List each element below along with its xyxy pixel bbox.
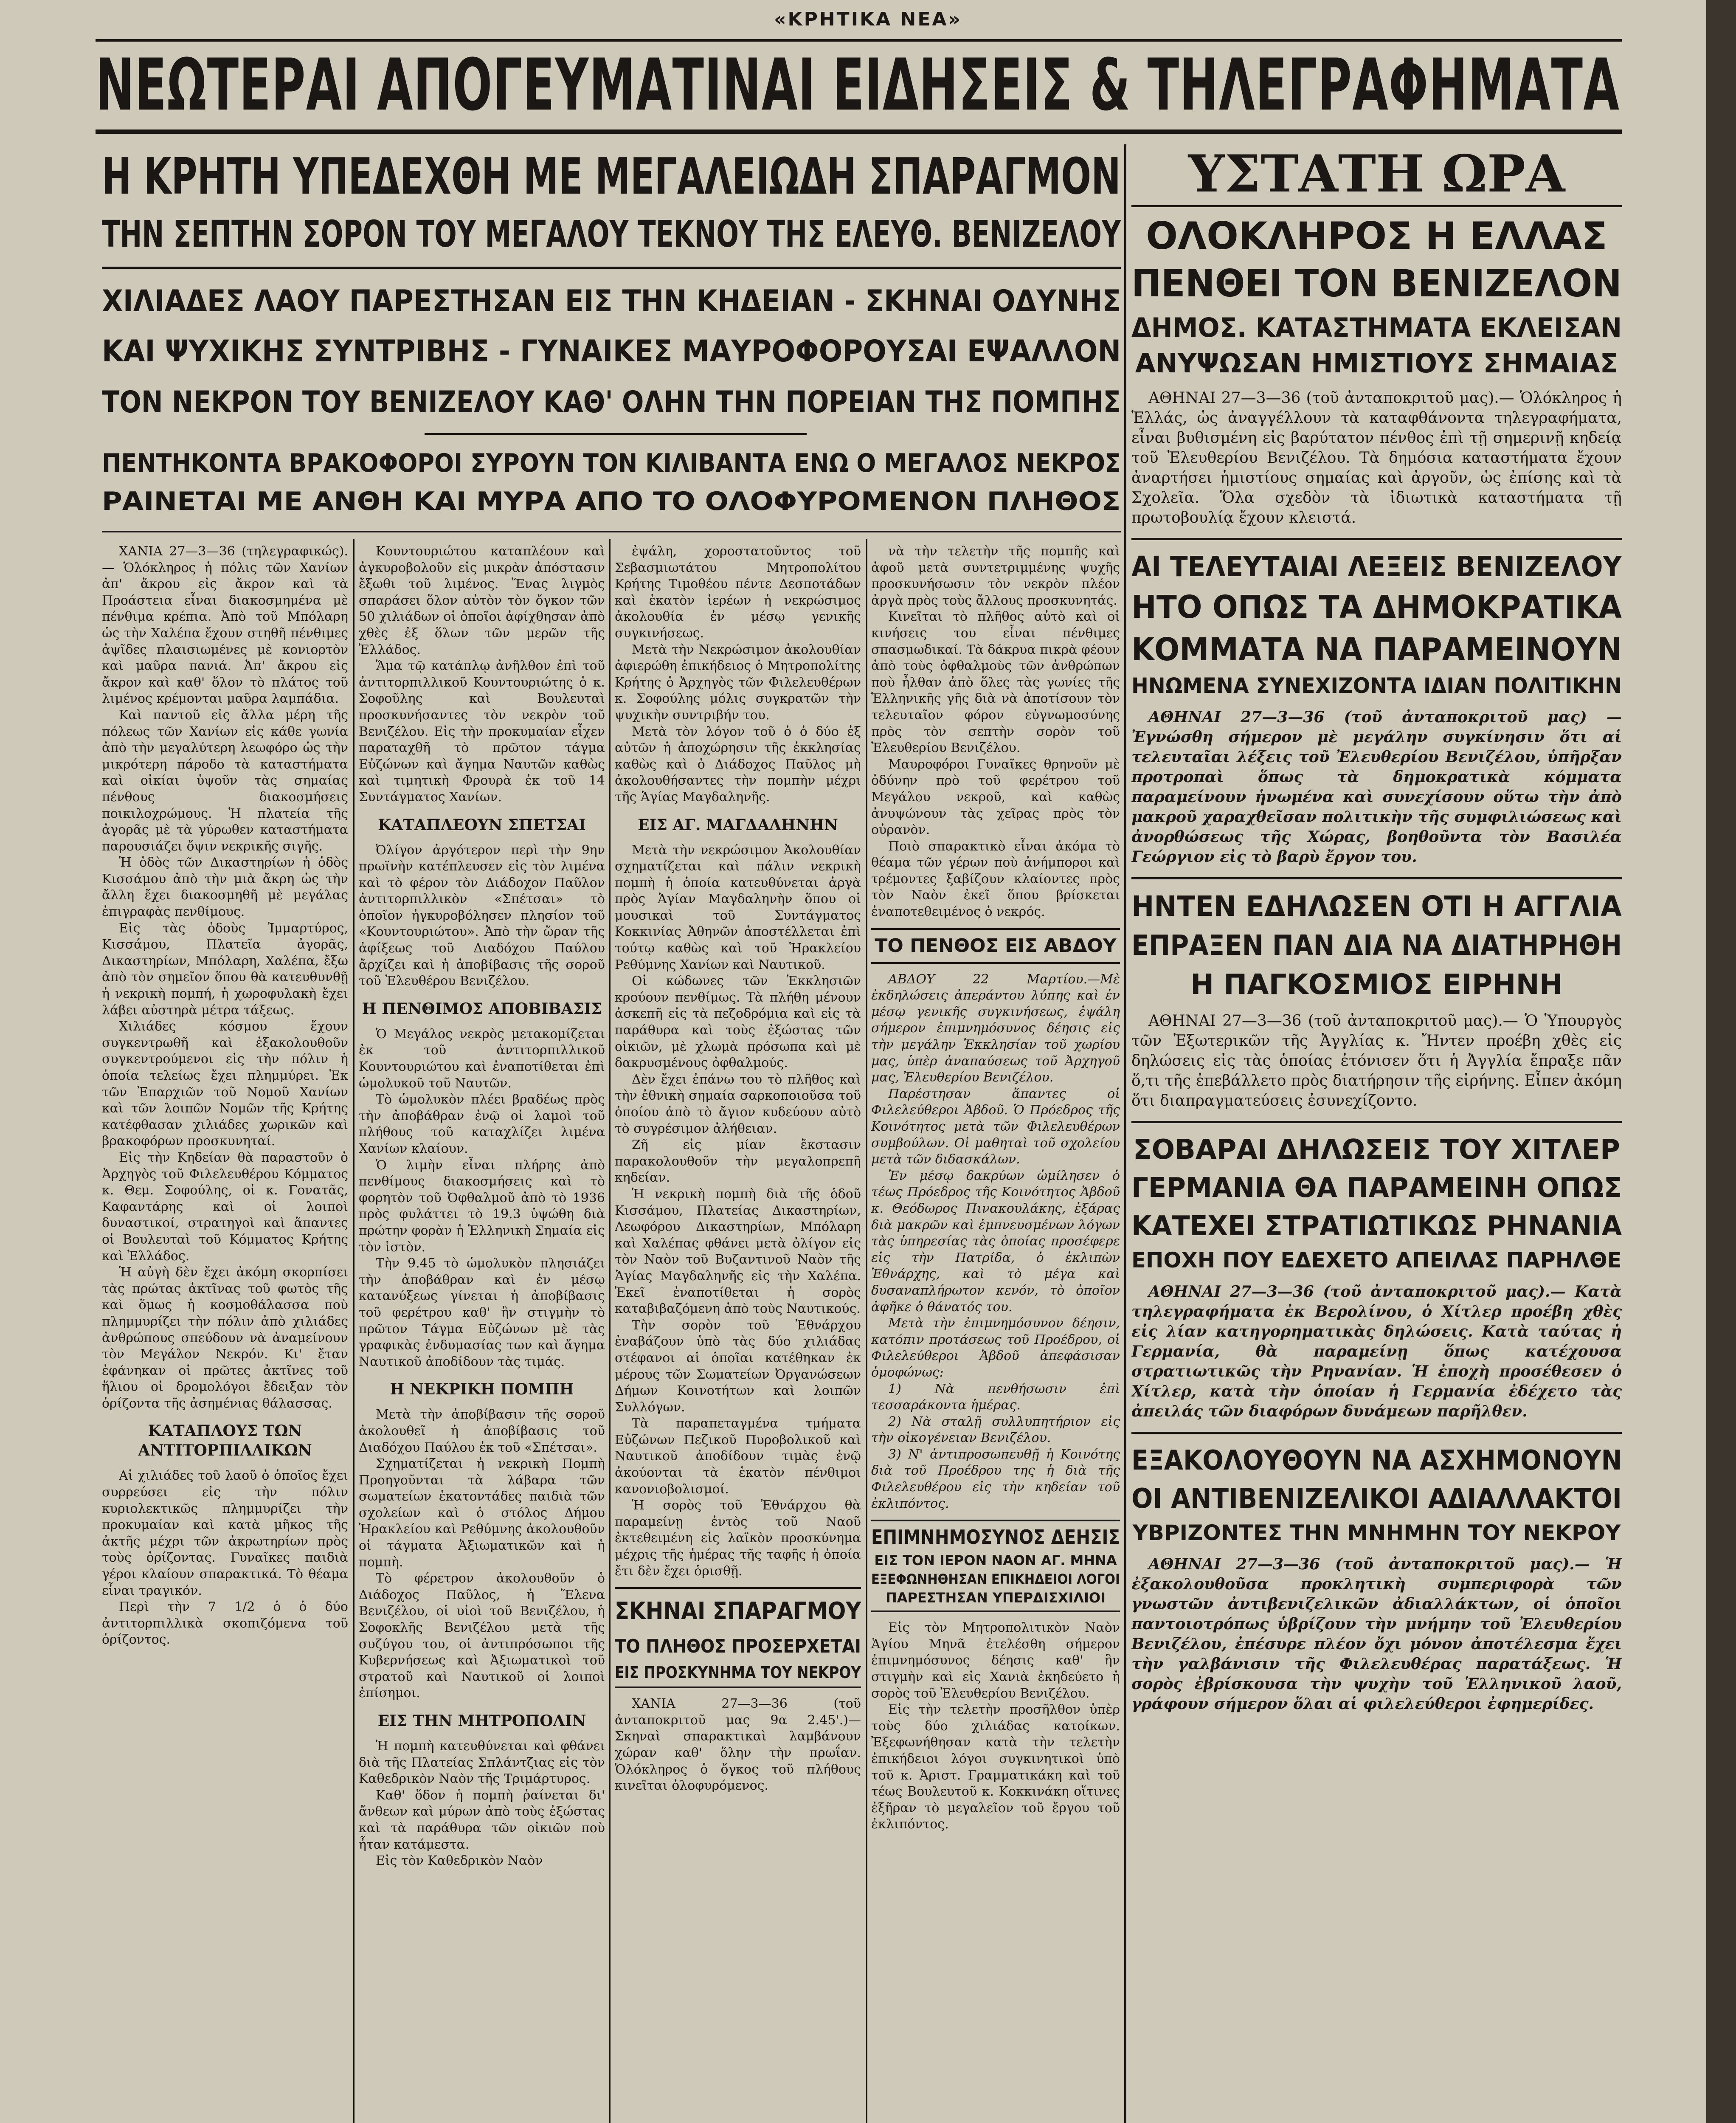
col5-headline: ΚΑΤΕΧΕΙ ΣΤΡΑΤΙΩΤΙΚΩΣ ΡΗΝΑΝΙΑ bbox=[1131, 1211, 1622, 1242]
col1-paragraph: Περὶ τὴν 7 1/2 ὁ ὁ δύο ἀντιτορπιλλικὰ σκοπιζόμενα τοῦ ὁρίζοντος. bbox=[102, 1599, 348, 1647]
lead-rule-3 bbox=[102, 531, 1121, 532]
late-news-heading: ΥΣΤΑΤΗ ΩΡΑ bbox=[1188, 146, 1565, 204]
lead-rule-1 bbox=[102, 267, 1121, 269]
col4-paragraph: νὰ τὴν τελετὴν τῆς πομπῆς καὶ ἀφοῦ μετὰ συντετριμμένης ψυχῆς προσκυνήσωσιν τὸν νεκρὸν πλέον ἀργὰ πρὸς τοὺς ἄλλους προσκυνητάς. bbox=[871, 544, 1120, 608]
lead-headline-4: ΚΑΙ ΨΥΧΙΚΗΣ ΣΥΝΤΡΙΒΗΣ - ΓΥΝΑΙΚΕΣ ΜΑΥΡΟΦΟΡΟΥΣΑΙ ΕΨΑΛΛΟΝ bbox=[102, 334, 1121, 369]
col5-headline: ΠΕΝΘΕΙ ΤΟΝ ΒΕΝΙΖΕΛΟΝ bbox=[1131, 262, 1622, 305]
col5-headline: ΕΠΡΑΞΕΝ ΠΑΝ ΔΙΑ ΝΑ ΔΙΑΤΗΡΗΘΗ bbox=[1131, 929, 1622, 962]
col2-paragraph: Ὁ λιμὴν εἶναι πλήρης ἀπὸ πενθίμους διακοσμήσεις καὶ τὸ φορητὸν τοῦ Ὀφθαλμοῦ ἀπὸ τὸ 1936 πρὸς φυλάττει τὸ 19.3 ὑψώθη διὰ πρώτην φορὰν ἡ Ἑλληνικὴ Σημαία εἰς τὸν ἱστὸν. bbox=[359, 1157, 605, 1255]
col3-headline: ΤΟ ΠΛΗΘΟΣ ΠΡΟΣΕΡΧΕΤΑΙ bbox=[615, 1636, 861, 1658]
lead-headline-2: ΤΗΝ ΣΕΠΤΗΝ ΣΟΡΟΝ ΤΟΥ ΜΕΓΑΛΟΥ ΤΕΚΝΟΥ ΤΗΣ ΕΛΕΥΘ. ΒΕΝΙΖΕΛΟΥ bbox=[102, 213, 1121, 256]
column-separator-2 bbox=[609, 539, 611, 2123]
col5-headline: ΣΟΒΑΡΑΙ ΔΗΛΩΣΕΙΣ ΤΟΥ ΧΙΤΛΕΡ bbox=[1133, 1134, 1620, 1166]
col4-paragraph: Ποιὸ σπαρακτικὸ εἶναι ἀκόμα τὸ θέαμα τῶν γέρων ποὺ ἀνήμποροι καὶ τρέμοντες ξαβίζουν κλαίοντες πρὸς τὸν Ναὸν ἐκεῖ ὅπου βρίσκεται ἐναποτεθειμένος ὁ νεκρός. bbox=[871, 839, 1120, 920]
col2-subheading: ΚΑΤΑΠΛΕΟΥΝ ΣΠΕΤΣΑΙ bbox=[378, 816, 586, 834]
col2-subheading: Η ΠΕΝΘΙΜΟΣ ΑΠΟΒΙΒΑΣΙΣ bbox=[362, 1000, 602, 1018]
col3-paragraph: ἐψάλη, χοροστατοῦντος τοῦ Σεβασμιωτάτου Μητροπολίτου Κρήτης Τιμοθέου πέντε Δεσποτάδων καὶ ἑκατὸν ἱερέων ἡ νεκρώσιμος ἀκολουθία ἐν μέσῳ γενικῆς συγκινήσεως. bbox=[615, 544, 861, 641]
col1-paragraph: Ἡ ὁδὸς τῶν Δικαστηρίων ἡ ὁδὸς Κισσάμου ἀπὸ τὴν μιὰ ἄκρη ὡς τὴν ἄλλη ἔχει διακοσμηθῆ μὲ μεγάλας ἐπιγραφὰς πενθίμους. bbox=[102, 855, 348, 920]
col3-paragraph: Ζῆ εἰς μίαν ἔκστασιν παρακολουθοῦν τὴν μεγαλοπρεπῆ κηδείαν. bbox=[615, 1138, 861, 1185]
lead-headline-6: ΠΕΝΤΗΚΟΝΤΑ ΒΡΑΚΟΦΟΡΟΙ ΣΥΡΟΥΝ ΤΟΝ ΚΙΛΙΒΑΝΤΑ ΕΝΩ Ο ΜΕΓΑΛΟΣ ΝΕΚΡΟΣ bbox=[102, 448, 1121, 478]
col5-paragraph: ΑΘΗΝΑΙ 27—3—36 (τοῦ ἀνταποκριτοῦ μας).— Κατὰ τηλεγραφήματα ἐκ Βερολίνου, ὁ Χίτλερ προέβη χθὲς εἰς λίαν κατηγορηματικὰς δηλώσεις. Κατὰ ταύτας ἡ Γερμανία, θὰ παραμείνῃ ὅπως κατέχουσα στρατιωτικῶς τὴν Ρηνανίαν. Ἡ ἐποχὴ προσέθεσεν ὁ Χίτλερ, κατὰ τὴν ὁποίαν ἡ Γερμανία ἐδέχετο τὰς ἀπειλάς τῶν διαφόρων δυνάμεων παρῆλθεν. bbox=[1131, 1283, 1622, 1420]
col2-paragraph: Τὴν 9.45 τὸ ὡμολυκὸν πλησιάζει τὴν ἀποβάθραν καὶ ἐν μέσῳ κατανύξεως γίνεται ἡ ἀποβίβασις τοῦ φερέτρου καθ' ἣν στιγμὴν τὸ πρῶτον Τάγμα Εὐζώνων μὲ τὰς γραφικὰς ἐνδυμασίας των καὶ ἄγημα Ναυτικοῦ ἀποδίδουν τὰς τιμάς. bbox=[359, 1256, 605, 1369]
col2-subheading: Η ΝΕΚΡΙΚΗ ΠΟΜΠΗ bbox=[390, 1380, 574, 1399]
col4-paragraph: Παρέστησαν ἅπαντες οἱ Φιλελεύθεροι Ἀβδοῦ. Ὁ Πρόεδρος τῆς Κοινότητος μετὰ τῶν Φιλελευθέρων συμβούλων. Οἱ μαθηταὶ τοῦ σχολείου μετὰ τῶν διδασκάλων. bbox=[871, 1086, 1120, 1167]
col1-paragraph: Καὶ παντοῦ εἰς ἄλλα μέρη τῆς πόλεως τῶν Χανίων εἰς κάθε γωνία ἀπὸ τὴν μεγαλύτερη λεωφόρο ὡς τὴν μικρότερη πάροδο τὰ καταστήματα καὶ οἰκίαι ὑψοῦν τὰς σημαίας πένθους διακοσμήσεις ποικιλοχρώμους. Ἡ πλατεία τῆς ἀγορᾶς μὲ τὰ γύρωθεν καταστήματα παρουσιάζει ὄψιν νεκρικῆς σιγῆς. bbox=[102, 707, 348, 854]
col5-paragraph: ΑΘΗΝΑΙ 27—3—36 (τοῦ ἀνταποκριτοῦ μας) — Ἐγνώσθη σήμερον μὲ μεγάλην συγκίνησιν ὅτι αἱ τελευταῖαι λέξεις τοῦ Ἐλευθερίου Βενιζέλου, ὑπῆρξαν προτροπαὶ ὅπως τὰ δημοκρατικὰ κόμματα παραμείνουν ἡνωμένα καὶ συνεχίσουν οὕτω τὴν ἀπὸ μακροῦ χαραχθεῖσαν πολιτικὴν τῆς συμφιλιώσεως καὶ ἀνορθώσεως τῆς Χώρας, βοηθοῦντα τὸν Βασιλέα Γεώργιον εἰς τὸ βαρὺ ἔργον του. bbox=[1131, 708, 1622, 866]
column-3 bbox=[615, 543, 861, 2123]
column-separator-3 bbox=[866, 539, 867, 2123]
column-separator-main bbox=[1124, 144, 1126, 2123]
col2-paragraph: Ὀλίγον ἀργότερον περὶ τὴν 9ην πρωϊνὴν κατέπλευσεν εἰς τὸν λιμένα καὶ τὸ φέρον τὸν Διάδοχον Παῦλον ἀντιτορπιλλικὸν «Σπέτσαι» τὸ ὁποῖον ἠγκυροβόλησεν πλησίον τοῦ «Κουντουριώτου». Ἀπὸ τὴν ὥραν τῆς ἀφίξεως τοῦ Διαδόχου Παύλου ἄρχίζει καὶ ἡ ἀποβίβασις τῆς σοροῦ τοῦ Ἐλευθέρου Βενιζέλου. bbox=[359, 842, 605, 989]
col5-paragraph: ΑΘΗΝΑΙ 27—3—36 (τοῦ ἀνταποκριτοῦ μας).— Ὁ Ὑπουργὸς τῶν Ἐξωτερικῶν τῆς Ἀγγλίας κ. Ἤντεν προέβη χθὲς εἰς δηλώσεις εἰς τὰς ὁποίας ἐτόνισεν ὅτι ἡ Ἀγγλία ἔπραξε πᾶν ὅ,τι τῆς ἐπεβάλλετο πρὸς διατήρησιν τῆς εἰρήνης. Εἶπεν ἀκόμη ὅτι διαπραγματεύσεις ἐσυνεχίζοντο. bbox=[1131, 1012, 1622, 1109]
col3-paragraph: Μετὰ τὴν νεκρώσιμον Ἀκολουθίαν σχηματίζεται καὶ πάλιν νεκρικὴ πομπὴ ἡ ὁποία κατευθύνεται ἀργὰ πρὸς Ἁγίαν Μαγδαληνὴν ὅπου οἱ μουσικαὶ τοῦ Συντάγματος Κοκκινίας Ἀθηνῶν ἀποστέλλεται ἐπὶ τούτῳ καθὼς καὶ τοῦ Ἡρακλείου Ρεθύμνης Χανίων καὶ Ναυτικοῦ. bbox=[615, 842, 861, 972]
col4-paragraph: Μαυροφόροι Γυναῖκες θρηνοῦν μὲ ὀδύνην πρὸ τοῦ φερέτρου τοῦ Μεγάλου νεκροῦ, καὶ καθὼς ἀνυψώνουν τὰς χεῖρας πρὸς τὸν οὐρανὸν. bbox=[871, 757, 1120, 838]
column-separator-1 bbox=[353, 539, 355, 2123]
title-rule bbox=[96, 130, 1622, 134]
col4-paragraph: Εἰς τὴν τελετὴν προσῆλθον ὑπὲρ τοὺς δύο χιλιάδας κατοίκων. Ἐξεφωνήθησαν κατὰ τὴν τελετὴν ἐπικήδειοι λόγοι συγκινητικοὶ ὑπὸ τοῦ κ. Ἀριστ. Γραμματικάκη καὶ τοῦ τέως Βουλευτοῦ κ. Κοκκινάκη οἵτινες ἐξῆραν τὸ μεγαλεῖον τοῦ ἔργου τοῦ ἐκλιπόντος. bbox=[871, 1702, 1120, 1832]
column-1 bbox=[102, 543, 348, 2123]
col5-headline: ΑΙ ΤΕΛΕΥΤΑΙΑΙ ΛΕΞΕΙΣ ΒΕΝΙΖΕΛΟΥ bbox=[1131, 550, 1622, 583]
col4-paragraph: 1) Νὰ πενθήσωσιν ἐπὶ τεσσαράκοντα ἡμέρας. bbox=[871, 1381, 1120, 1413]
col4-paragraph: Μετὰ τὴν ἐπιμνημόσυνον δέησιν, κατόπιν προτάσεως τοῦ Προέδρου, οἱ Φιλελεύθεροι Ἀβδοῦ ἀπεφάσισαν ὁμοφώνως: bbox=[871, 1316, 1120, 1380]
col2-paragraph: Κουντουριώτου καταπλέουν καὶ ἀγκυροβολοῦν εἰς μικρὰν ἀπόστασιν ἔξωθι τοῦ λιμένος. Ἕνας λιγμὸς σπαράσει ὅλον αὐτὸν τὸν ὄγκον τῶν 50 χιλιάδων οἱ ὁποῖοι ἀφίχθησαν ἀπὸ χθὲς ἐξ ὅλων τῶν μερῶν τῆς Ἑλλάδος. bbox=[359, 544, 605, 657]
col5-headline: ΕΞΑΚΟΛΟΥΘΟΥΝ ΝΑ ΑΣΧΗΜΟΝΟΥΝ bbox=[1131, 1445, 1622, 1476]
lead-headline-7: ΡΑΙΝΕΤΑΙ ΜΕ ΑΝΘΗ ΚΑΙ ΜΥΡΑ ΑΠΟ ΤΟ ΟΛΟΦΥΡΟΜΕΝΟΝ ΠΛΗΘΟΣ bbox=[102, 487, 1121, 516]
col3-paragraph: Οἱ κώδωνες τῶν Ἐκκλησιῶν κρούουν πενθίμως. Τὰ πλήθη μένουν ἀσκεπῆ εἰς τὰ πεζοδρόμια καὶ εἰς τὰ παράθυρα καὶ τοὺς ἐξώστας τῶν οἰκιῶν, μὲ χλωμὰ πρόσωπα καὶ μὲ δακρυσμένους ὀφθαλμούς. bbox=[615, 974, 861, 1071]
col5-rule bbox=[1131, 1432, 1622, 1434]
page-edge-shadow bbox=[1706, 0, 1736, 2123]
col5-headline: ΗΤΟ ΟΠΩΣ ΤΑ ΔΗΜΟΚΡΑΤΙΚΑ bbox=[1131, 589, 1622, 625]
lead-rule-2 bbox=[425, 433, 807, 435]
col4-headline-box-2 bbox=[871, 1520, 1120, 1612]
col5-paragraph: ΑΘΗΝΑΙ 27—3—36 (τοῦ ἀνταποκριτοῦ μας).— Ὁλόκληρος ἡ Ἑλλάς, ὡς ἀναγγέλλουν τὰ καταφθάνοντα τηλεγραφήματα, εἶναι βυθισμένη εἰς βαρύτατον πένθος ἐπὶ τῇ σημερινῇ κηδείᾳ τοῦ Ἐλευθερίου Βενιζέλου. Τὰ δημόσια καταστήματα ἔχουν ἀναρτήσει ἡμιστίους σημαίας καὶ ἀργοῦν, ὡς ἐπίσης καὶ τὰ Σχολεῖα. Ὅλα σχεδὸν τὰ ἰδιωτικὰ καταστήματα τῇ πρωτοβουλίᾳ ἔχουν κλειστά. bbox=[1131, 389, 1622, 527]
col4-paragraph: Ἐν μέσῳ δακρύων ὡμίλησεν ὁ τέως Πρόεδρος τῆς Κοινότητος Ἀβδοῦ κ. Θεόδωρος Πινακουλάκης, ἐξάρας διὰ μακρῶν καὶ ἐμπνευσμένων λόγων τὰς ὑπηρεσίας τὰς ὁποίας προσέφερε εἰς τὴν Πατρίδα, ὁ ἐκλιπὼν Ἐθνάρχης, καὶ τὸ μέγα καὶ δυσαναπλήρωτον κενόν, τὸ ὁποῖον ἀφῆκε ὁ θάνατός του. bbox=[871, 1168, 1120, 1315]
col4-headline: ΕΠΙΜΝΗΜΟΣΥΝΟΣ ΔΕΗΣΙΣ bbox=[871, 1526, 1120, 1549]
col2-paragraph: Σχηματίζεται ἡ νεκρικὴ Πομπὴ Προηγοῦνται τὰ λάβαρα τῶν σωματείων ἑκατοντάδες παιδιὰ τῶν σχολείων καὶ ὁ στόλος Δήμου Ἡρακλείου καὶ Ρεθύμνης ἀκολουθοῦν οἱ τάγματα Ἀξιωματικῶν καὶ ἡ πομπὴ. bbox=[359, 1456, 605, 1570]
col4-paragraph: Εἰς τὸν Μητροπολιτικὸν Ναὸν Ἁγίου Μηνᾶ ἐτελέσθη σήμερον ἐπιμνημόσυνος δέησις καθ' ἣν στιγμὴν καὶ εἰς Χανιὰ ἐκηδεύετο ἡ σορὸς τοῦ Ἐλευθερίου Βενιζέλου. bbox=[871, 1620, 1120, 1701]
col5-headline: Η ΠΑΓΚΟΣΜΙΟΣ ΕΙΡΗΝΗ bbox=[1190, 968, 1563, 1001]
top-rule bbox=[96, 39, 1622, 42]
col4-headline: ΤΟ ΠΕΝΘΟΣ ΕΙΣ ΑΒΔΟΥ bbox=[875, 935, 1117, 957]
col3-paragraph: Ἡ σορὸς τοῦ Ἐθνάρχου θὰ παραμείνῃ ἐντὸς τοῦ Ναοῦ ἐκτεθειμένη εἰς λαϊκὸν προσκύνημα μέχρις τῆς ἡμέρας τῆς ταφῆς ἡ ὁποία ἔτι δὲν ἔχει ὁρισθῇ. bbox=[615, 1498, 861, 1579]
col1-paragraph: Ἡ αὐγὴ δὲν ἔχει ἀκόμη σκορπίσει τὰς πρώτας ἀκτῖνας τοῦ φωτὸς τῆς καὶ ὅμως ἡ κοσμοθάλασσα ποὺ πλημμυρίζει τὴν πόλιν ἀπὸ χιλιάδες ἀνθρώπους σπεύδουν νὰ ἀναμείνουν τὸν Μεγάλον Νεκρόν. Κι' ἔταν ἐφάνηκαν οἱ πρῶτες ἀκτῖνες τοῦ ἥλιου οἱ δρομολόγοι ἔδειξαν τὸν ὁρίζοντα τῆς ἀσημένιας θάλασσας. bbox=[102, 1265, 348, 1411]
col4-headline: ΕΞΕΦΩΝΗΘΗΣΑΝ ΕΠΙΚΗΔΕΙΟΙ ΛΟΓΟΙ bbox=[871, 1571, 1120, 1588]
col3-paragraph: Τὴν σορὸν τοῦ Ἐθνάρχου ἐναβάζουν ὑπὸ τὰς δύο χιλιάδας στέφανοι αἱ ὁποῖαι κατέθηκαν ἐκ μέρους τῶν Σωματείων Ὀργανώσεων Δήμων Κοινοτήτων καὶ λοιπῶν Συλλόγων. bbox=[615, 1318, 861, 1415]
col4-headline-box bbox=[871, 928, 1120, 964]
col4-headline: ΕΙΣ ΤΟΝ ΙΕΡΟΝ ΝΑΟΝ ΑΓ. ΜΗΝΑ bbox=[874, 1552, 1117, 1569]
col3-paragraph: Μετὰ τὸν λόγον τοῦ ὁ ὁ δύο ἐξ αὐτῶν ἡ ἀποχώρησιν τῆς ἐκκλησίας καθὼς καὶ ὁ Διάδοχος Παῦλος μὴ ἀκολουθήσαντες τὴν πομπὴν μέχρι τῆς Ἁγίας Μαγδαληνῆς. bbox=[615, 724, 861, 805]
col4-headline: ΠΑΡΕΣΤΗΣΑΝ ΥΠΕΡΔΙΣΧΙΛΙΟΙ bbox=[885, 1590, 1106, 1606]
col5-rule bbox=[1131, 538, 1622, 540]
col5-rule bbox=[1131, 205, 1622, 207]
col5-headline: ΓΕΡΜΑΝΙΑ ΘΑ ΠΑΡΑΜΕΙΝΗ ΟΠΩΣ bbox=[1131, 1172, 1622, 1204]
masthead: «ΚΡΗΤΙΚΑ ΝΕΑ» bbox=[774, 8, 962, 30]
col1-paragraph: ΧΑΝΙΑ 27—3—36 (τηλεγραφικώς).— Ὁλόκληρος ἡ πόλις τῶν Χανίων ἀπ' ἄκρου εἰς ἄκρον καὶ τὰ Προάστεια εἶναι διακοσμημένα μὲ πένθιμα κρέπια. Ἀπὸ τοῦ Μπόλαρη ὡς τὴν Χαλέπα ἔχουν στηθῆ πένθιμες ἁψῖδες πλαισιωμένες μὲ κονιορτὸν καὶ μαῦρα πανιά. Ἀπ' ἄκρου εἰς ἄκρον καὶ καθ' ὅλον τὸ πλάτος τοῦ λιμένος κρέμονται μαῦρα λαμπάδια. bbox=[102, 544, 348, 707]
col5-headline: ΔΗΜΟΣ. ΚΑΤΑΣΤΗΜΑΤΑ ΕΚΛΕΙΣΑΝ bbox=[1131, 312, 1622, 343]
col5-headline: ΟΛΟΚΛΗΡΟΣ Η ΕΛΛΑΣ bbox=[1146, 214, 1607, 258]
lead-headline-5: ΤΟΝ ΝΕΚΡΟΝ ΤΟΥ ΒΕΝΙΖΕΛΟΥ ΚΑΘ' ΟΛΗΝ ΤΗΝ ΠΟΡΕΙΑΝ ΤΗΣ ΠΟΜΠΗΣ bbox=[102, 385, 1121, 420]
col5-headline: ΑΝΥΨΩΣΑΝ ΗΜΙΣΤΙΟΥΣ ΣΗΜΑΙΑΣ bbox=[1135, 348, 1618, 379]
col2-paragraph: Τὸ φέρετρον ἀκολουθοῦν ὁ Διάδοχος Παῦλος, ἡ Ἕλενα Βενιζέλου, οἱ υἱοὶ τοῦ Βενιζέλου, ἡ Σοφοκλῆς Βενιζέλου μετὰ τῆς συζύγου του, οἱ ἀντιπρόσωποι τῆς Κυβερνήσεως καὶ Ἀξιωματικοὶ τοῦ στρατοῦ καὶ Ναυτικοῦ οἱ λοιποὶ ἐπίσημοι. bbox=[359, 1571, 605, 1701]
col1-subheading: ΚΑΤΑΠΛΟΥΣ ΤΩΝ ΑΝΤΙΤΟΡΠΙΛΛΙΚΩΝ bbox=[138, 1422, 312, 1460]
lead-headline-3: ΧΙΛΙΑΔΕΣ ΛΑΟΥ ΠΑΡΕΣΤΗΣΑΝ ΕΙΣ ΤΗΝ ΚΗΔΕΙΑΝ - ΣΚΗΝΑΙ ΟΔΥΝΗΣ bbox=[102, 284, 1121, 318]
col3-paragraph: Δὲν ἔχει ἐπάνω του τὸ πλῆθος καὶ τὴν ἐθνικὴ σημαία σαρκοποιοῦσα τοῦ ὁποίου ἀπὸ τὸ ἄγιον κυδεύουν αὐτὸ τὸ συγρέσιμον ἀλήθειαν. bbox=[615, 1072, 861, 1136]
col3-paragraph: Τὰ παραπεταγμένα τμήματα Εὐζώνων Πεζικοῦ Πυροβολικοῦ καὶ Ναυτικοῦ ἀποδίδουν τιμὰς ἐνῷ ἀκούονται τὰ ἑκατὸν πένθιμοι κανονιοβολισμοί. bbox=[615, 1416, 861, 1497]
col4-paragraph: 3) Ν' ἀντιπροσωπευθῇ ἡ Κοινότης διὰ τοῦ Προέδρου της ἡ διὰ τῆς Φιλελευθέρου εἰς τὴν κηδείαν τοῦ ἐκλιπόντος. bbox=[871, 1447, 1120, 1511]
col2-paragraph: Ἅμα τῷ κατάπλῳ ἀνῆλθον ἐπὶ τοῦ ἀντιτορπιλλικοῦ Κουντουριώτης ὁ κ. Σοφοῦλης καὶ Βουλευταὶ προσκυνήσαντες τὸν νεκρὸν τοῦ Βενιζέλου. Εἰς τὴν προκυμαίαν εἶχεν παραταχθῆ τὸ πρῶτον τάγμα Εὐζώνων καὶ ἄγημα Ναυτῶν καθὼς καὶ τιμητικὴ Φρουρὰ ἐκ τοῦ 14 Συντάγματος Χανίων. bbox=[359, 659, 605, 805]
col1-paragraph: Αἱ χιλιάδες τοῦ λαοῦ ὁ ὁποῖος ἔχει συρρεύσει εἰς τὴν πόλιν κυριολεκτικῶς πλημμυρίζει τὴν προκυμαίαν καὶ κατὰ μῆκος τῆς ἀκτῆς μέχρι τῶν ἀκρωτηρίων πρὸς τοὺς ὁρίζοντας. Γυναῖκες παιδιὰ γέροι κλαίουν σπαρακτικά. Τὸ θέαμα εἶναι τραγικόν. bbox=[102, 1468, 348, 1598]
col2-paragraph: Μετὰ τὴν ἀποβίβασιν τῆς σοροῦ ἀκολουθεῖ ἡ ἀποβίβασις τοῦ Διαδόχου Παύλου ἐκ τοῦ «Σπέτσαι». bbox=[359, 1407, 605, 1455]
col4-paragraph: 2) Νὰ σταλῇ συλλυπητήριον εἰς τὴν οἰκογένειαν Βενιζέλου. bbox=[871, 1414, 1120, 1446]
col2-subheading: ΕΙΣ ΤΗΝ ΜΗΤΡΟΠΟΛΙΝ bbox=[377, 1712, 586, 1730]
col1-paragraph: Χιλιάδες κόσμου ἔχουν συγκεντρωθῆ καὶ ἐξακολουθοῦν συγκεντρούμενοι εἰς τὴν πόλιν ἡ ὁποία τελείως ἔχει πλημμύρει. Ἐκ τῶν Ἐπαρχιῶν τοῦ Νομοῦ Χανίων καὶ τῶν λοιπῶν Νομῶν τῆς Κρήτης κατέφθασαν χιλιάδες χωρικῶν καὶ βρακοφόρων προσκυνηταί. bbox=[102, 1019, 348, 1149]
col2-paragraph: Καθ' ὅδον ἡ πομπὴ ῥαίνεται δι' ἄνθεων καὶ μύρων ἀπὸ τοὺς ἐξώστας καὶ τὰ παράθυρα τῶν οἰκιῶν ποὺ ἦταν κατάμεστα. bbox=[359, 1788, 605, 1852]
col1-paragraph: Εἰς τὴν Κηδείαν θὰ παραστοῦν ὁ Ἀρχηγὸς τοῦ Φιλελευθέρου Κόμματος κ. Θεμ. Σοφούλης, οἱ κ. Γονατᾶς, Καφαντάρης καὶ οἱ λοιποὶ δυναστικοί, στρατηγοὶ καὶ ἅπαντες οἱ Βουλευταὶ τοῦ Κόμματος Κρήτης καὶ Ἑλλάδος. bbox=[102, 1150, 348, 1264]
col3-headline: ΣΚΗΝΑΙ ΣΠΑΡΑΓΜΟΥ bbox=[615, 1597, 861, 1625]
col5-headline: ΟΙ ΑΝΤΙΒΕΝΙΖΕΛΙΚΟΙ ΑΔΙΑΛΛΑΚΤΟΙ bbox=[1131, 1483, 1622, 1515]
column-5 bbox=[1131, 146, 1622, 2123]
col2-paragraph: Τὸ ὡμολυκὸν πλέει βραδέως πρὸς τὴν ἀποβάθραν ἐνῷ οἱ λαμοὶ τοῦ πλήθους τοῦ καταχλίζει λιμένα Χανίων κλαίουν. bbox=[359, 1092, 605, 1156]
col2-paragraph: Εἰς τὸν Καθεδρικὸν Ναὸν bbox=[376, 1853, 543, 1869]
col4-paragraph: ΑΒΔΟΥ 22 Μαρτίου.—Μὲ ἐκδηλώσεις ἀπεράντου λύπης καὶ ἐν μέσῳ γενικῆς συγκινήσεως, ἐψάλη σήμερον ἐπιμνημόσυνος δέησις εἰς τὴν μεγάλην Ἐκκλησίαν τοῦ χωρίου μας, ὑπὲρ ἀναπαύσεως τοῦ Ἀρχηγοῦ μας, Ἐλευθερίου Βενιζέλου. bbox=[871, 971, 1120, 1085]
col3-paragraph: Ἡ νεκρικὴ πομπὴ διὰ τῆς ὁδοῦ Κισσάμου, Πλατείας Δικαστηρίων, Λεωφόρου Δικαστηρίων, Μπόλαρη καὶ Χαλέπας φθάνει μετὰ ὀλίγον εἰς τὸν Ναὸν τοῦ Βυζαντινοῦ Ναὸν τῆς Ἁγίας Μαγδαληνῆς εἰς τὴν Χαλέπα. Ἐκεῖ ἐναποτίθεται ἡ σορὸς καταβιβαζόμενη ἀπὸ τοὺς Ναυτικούς. bbox=[615, 1186, 861, 1317]
col5-paragraph: ΑΘΗΝΑΙ 27—3—36 (τοῦ ἀνταποκριτοῦ μας).— Ἡ ἐξακολουθοῦσα προκλητικὴ συμπεριφορὰ τῶν γνωστῶν ἀντιβενιζελικῶν ἀδιαλλάκτων, οἱ ὁποῖοι παντοιοτρόπως ὑβρίζουν τὴν μνήμην τοῦ Ἐλευθερίου Βενιζέλου, ἐπέσυρε πλέον ὄχι μόνον ἀποτέλεσμα ἔχει τὴν γαλβάνισιν τῆς Φιλελευθέρας παρατάξεως. Ἡ σορὸς ἐβρίσκουσα τὴν ψυχὴν τοῦ Ἑλληνικοῦ λαοῦ, γράφουν σήμερον ὅλαι αἱ φιλελεύθεροι ἐφημερίδες. bbox=[1131, 1555, 1622, 1713]
lead-headline-1: Η ΚΡΗΤΗ ΥΠΕΔΕΧΘΗ ΜΕ ΜΕΓΑΛΕΙΩΔΗ ΣΠΑΡΑΓΜΟΝ bbox=[102, 147, 1121, 206]
col3-headline: ΕΙΣ ΠΡΟΣΚΥΝΗΜΑ ΤΟΥ ΝΕΚΡΟΥ bbox=[615, 1663, 861, 1682]
col3-paragraph: ΧΑΝΙΑ 27—3—36 (τοῦ ἀνταποκριτοῦ μας 9α 2.45'.)— Σκηναὶ σπαρακτικαὶ λαμβάνουν χώραν καθ' ὅλην τὴν πρωΐαν. Ὁλόκληρος ὁ ὄγκος τοῦ πλήθους κινεῖται ὀλοφυρόμενος. bbox=[615, 1696, 861, 1794]
col1-paragraph: Εἰς τὰς ὁδοὺς Ἰμμαρτύρος, Κισσάμου, Πλατεῖα ἀγορᾶς, Δικαστηρίων, Μπόλαρη, Χαλέπα, ἔξω ἀπὸ τὸν σημεῖον ὅπου θὰ κατευθυνθῇ ἡ νεκρικὴ πομπή, ἡ χωροφυλακὴ ἔχει λάβει αὐστηρὰ μέτρα τάξεως. bbox=[102, 921, 348, 1018]
col3-paragraph: Μετὰ τὴν Νεκρώσιμον ἀκολουθίαν ἀφιερώθη ἐπικήδειος ὁ Μητροπολίτης Κρήτης ὁ Ἀρχηγὸς τῶν Φιλελευθέρων κ. Σοφούλης μόλις συγκρατῶν τὴν ψυχικὴν συντριβήν του. bbox=[615, 642, 861, 723]
col5-headline: ΕΠΟΧΗ ΠΟΥ ΕΔΕΧΕΤΟ ΑΠΕΙΛΑΣ ΠΑΡΗΛΘΕ bbox=[1131, 1248, 1622, 1273]
column-4 bbox=[871, 543, 1120, 2123]
col3-subheading: ΕΙΣ ΑΓ. ΜΑΓΔΑΛΗΝΗΝ bbox=[638, 816, 838, 834]
col5-rule bbox=[1131, 1121, 1622, 1123]
col5-headline: ΥΒΡΙΖΟΝΤΕΣ ΤΗΝ ΜΝΗΜΗΝ ΤΟΥ ΝΕΚΡΟΥ bbox=[1132, 1520, 1621, 1545]
col5-headline: ΚΟΜΜΑΤΑ ΝΑ ΠΑΡΑΜΕΙΝΟΥΝ bbox=[1131, 631, 1622, 668]
col5-headline: ΗΝΩΜΕΝΑ ΣΥΝΕΧΙΖΟΝΤΑ ΙΔΙΑΝ ΠΟΛΙΤΙΚΗΝ bbox=[1131, 673, 1622, 698]
col4-paragraph: Κινεῖται τὸ πλῆθος αὐτὸ καὶ οἱ κινήσεις του εἶναι πένθιμες σπασμωδικαί. Τὰ δάκρυα πικρὰ φέουν ἀπὸ τοὺς ὀφθαλμοὺς τῶν ἀνθρώπων ποὺ ἦλθαν ἀπὸ ὅλες τὰς γωνίες τῆς Ἑλληνικῆς γῆς διὰ νὰ ἀποτίσουν τὸν τελευταῖον φόρον εὐγνωμοσύνης πρὸς τὸν σεπτὴν σορὸν τοῦ Ἐλευθερίου Βενιζέλου. bbox=[871, 609, 1120, 756]
col5-headline: ΗΝΤΕΝ ΕΔΗΛΩΣΕΝ ΟΤΙ Η ΑΓΓΛΙΑ bbox=[1131, 890, 1622, 923]
col5-rule bbox=[1131, 877, 1622, 879]
col3-headline-box bbox=[615, 1587, 861, 1688]
col2-paragraph: Ὁ Μεγάλος νεκρὸς μετακομίζεται ἐκ τοῦ ἀντιτορπιλλικοῦ Κουντουριώτου καὶ ἐναποτίθεται ἐπὶ ὡμολυκοῦ τοῦ Ναυτῶν. bbox=[359, 1026, 605, 1091]
col2-paragraph: Ἡ πομπὴ κατευθύνεται καὶ φθάνει διὰ τῆς Πλατείας Σπλάντζιας εἰς τὸν Καθεδρικὸν Ναὸν τῆς Τριμάρτυρος. bbox=[359, 1739, 605, 1787]
column-2 bbox=[359, 543, 605, 2123]
page-title: ΝΕΩΤΕΡΑΙ ΑΠΟΓΕΥΜΑΤΙΝΑΙ ΕΙΔΗΣΕΙΣ & ΤΗΛΕΓΡΑΦΗΜΑΤΑ bbox=[96, 43, 1620, 127]
